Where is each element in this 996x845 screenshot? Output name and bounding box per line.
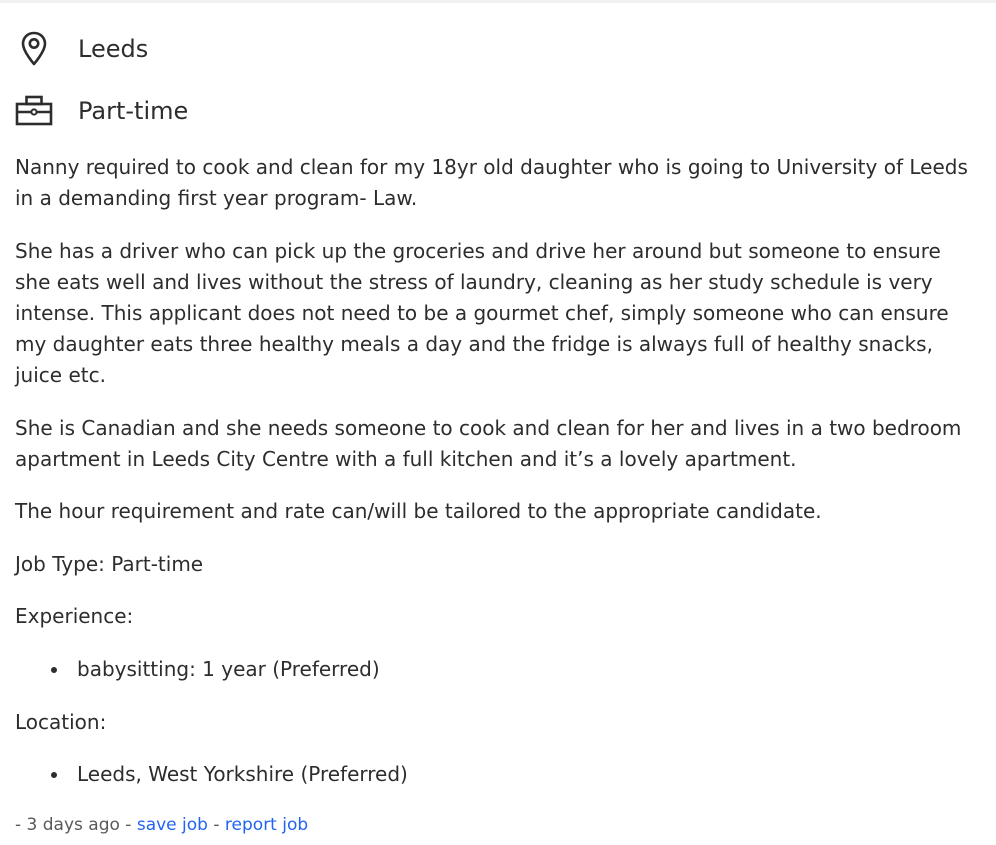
description-paragraph: She is Canadian and she needs someone to cook and clean for her and lives in a two bedroom apartment in Leeds City Centre with a full kitchen and it’s a lovely apartment. <box>15 416 962 471</box>
footer-separator: - <box>213 815 220 835</box>
location-item-text: Leeds, West Yorkshire (Preferred) <box>77 762 408 786</box>
job-type-line: Job Type: Part-time <box>15 552 204 576</box>
bullet-icon <box>51 772 57 778</box>
posted-date: - 3 days ago - <box>15 815 132 835</box>
description-paragraph: Nanny required to cook and clean for my 18yr old daughter who is going to University of Leeds in a demanding first year program- Law. <box>15 155 968 210</box>
experience-list <box>15 654 981 685</box>
job-location-row <box>14 29 148 69</box>
experience-item-text: babysitting: 1 year (Preferred) <box>77 657 380 681</box>
top-divider <box>0 0 996 3</box>
map-pin-icon <box>14 29 54 69</box>
location-list <box>15 759 981 790</box>
job-location-label: Leeds <box>78 35 149 63</box>
briefcase-icon <box>14 91 54 131</box>
description-paragraph: The hour requirement and rate can/will be tailored to the appropriate candidate. <box>15 499 822 523</box>
job-type-label: Part-time <box>78 97 189 125</box>
job-footer <box>15 812 308 838</box>
report-job-link[interactable]: report job <box>224 815 309 835</box>
list-item <box>15 654 981 685</box>
description-paragraph: She has a driver who can pick up the groceries and drive her around but someone to ensure she eats well and lives without the stress of laundry, cleaning as her study schedule is very intense. This applicant does not need to be a gourmet chef, simply someone who can ensure my daughter eats three healthy meals a day and the fridge is always full of healthy snacks, juice etc. <box>15 239 949 387</box>
save-job-link[interactable]: save job <box>136 815 208 835</box>
experience-heading: Experience: <box>15 604 134 628</box>
location-heading: Location: <box>15 710 107 734</box>
job-type-row <box>14 91 188 131</box>
bullet-icon <box>51 667 57 673</box>
list-item <box>15 759 981 790</box>
